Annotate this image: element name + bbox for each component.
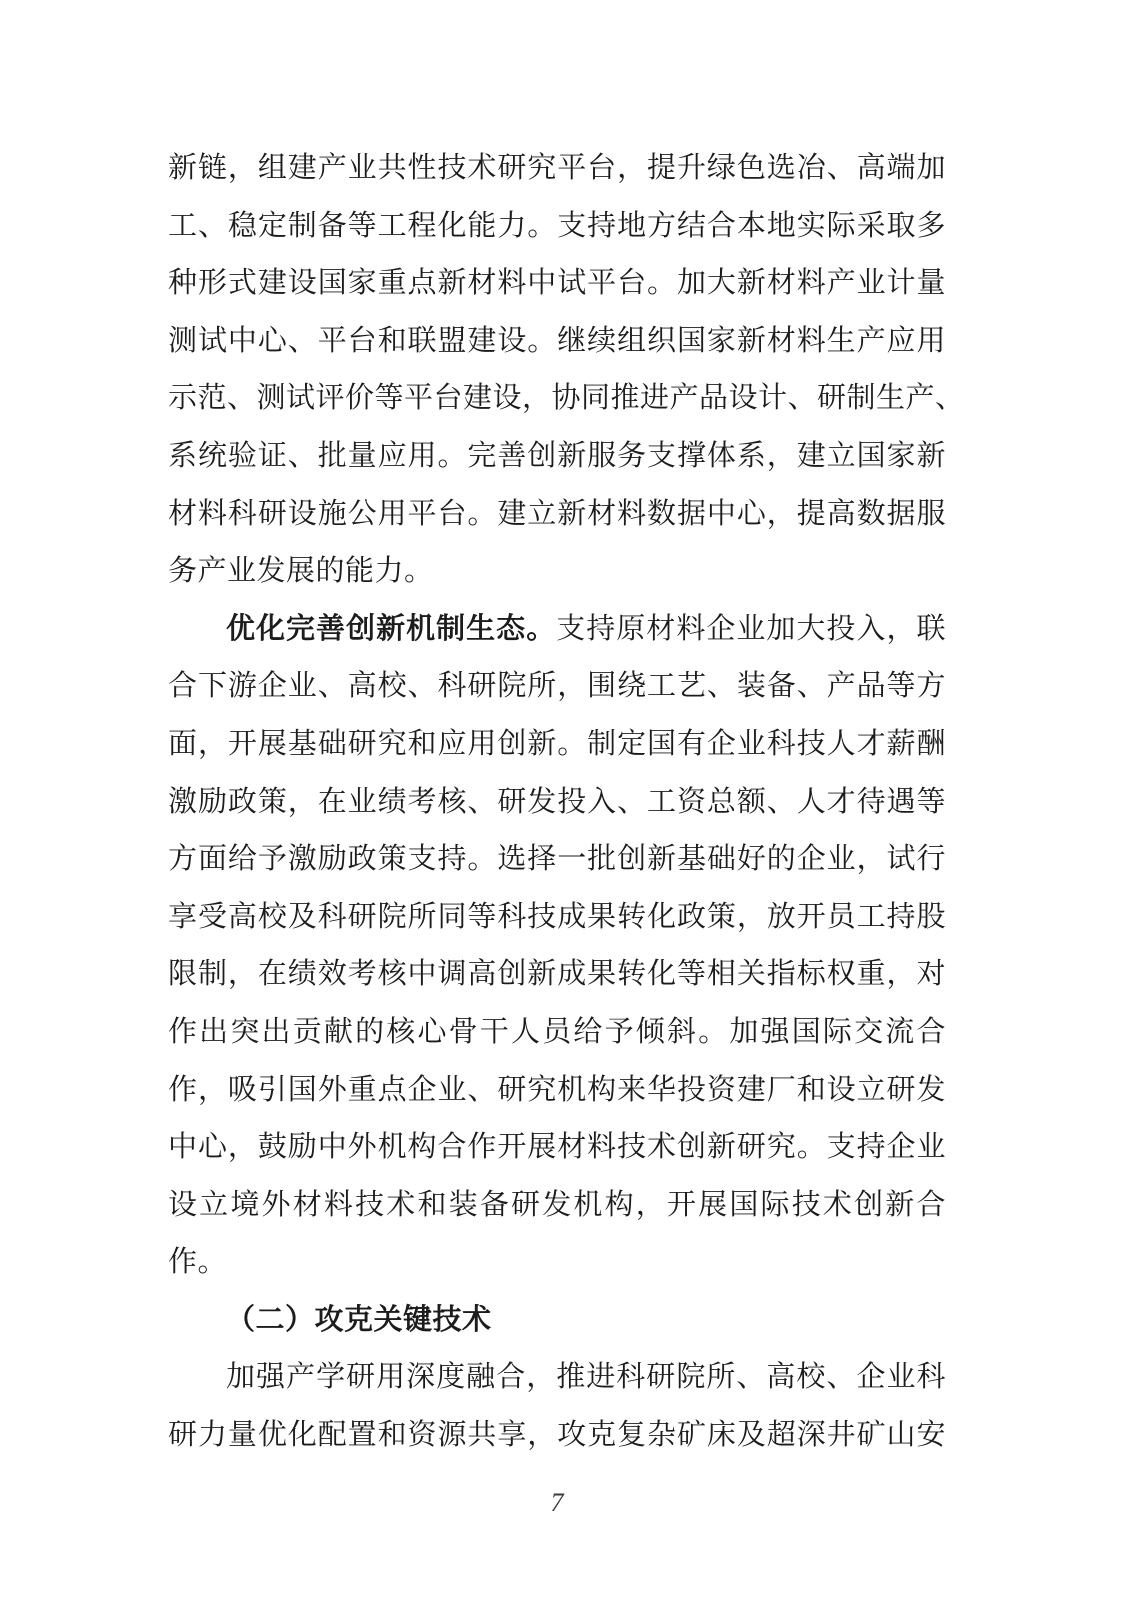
text-line: 加强产学研用深度融合，推进科研院所、高校、企业科 (226, 1361, 946, 1394)
text-line: 新链，组建产业共性技术研究平台，提升绿色选冶、高端加 (168, 152, 946, 184)
paragraph-2 (168, 601, 946, 1292)
section-heading: （二）攻克关键技术 (226, 1303, 492, 1336)
text-line: 限制，在绩效考核中调高创新成果转化等相关指标权重，对 (168, 958, 946, 991)
text-line: 研力量优化配置和资源共享，攻克复杂矿床及超深井矿山安 (168, 1419, 946, 1452)
page-number: 7 (550, 1488, 564, 1517)
text-line: 中心，鼓励中外机构合作开展材料技术创新研究。支持企业 (168, 1131, 946, 1164)
text-line (168, 601, 946, 659)
text-line: 方面给予激励政策支持。选择一批创新基础好的企业，试行 (168, 843, 946, 876)
text-line: 作。 (168, 1246, 228, 1279)
text-line: 合下游企业、高校、科研院所，围绕工艺、装备、产品等方 (168, 670, 946, 703)
text-line: 享受高校及科研院所同等科技成果转化政策，放开员工持股 (168, 900, 946, 933)
text-line: 设立境外材料技术和装备研发机构，开展国际技术创新合 (168, 1188, 946, 1221)
text-line: 作，吸引国外重点企业、研究机构来华投资建厂和设立研发 (168, 1073, 946, 1106)
text-line: 种形式建设国家重点新材料中试平台。加大新材料产业计量 (168, 267, 946, 300)
paragraph-1 (168, 140, 965, 601)
text-line: 作出突出贡献的核心骨干人员给予倾斜。加强国际交流合 (168, 1015, 946, 1048)
text-block (168, 140, 965, 1465)
text-line: 示范、测试评价等平台建设，协同推进产品设计、研制生产、 (168, 382, 965, 415)
paragraph-lead-rest: 支持原材料企业加大投入，联 (556, 612, 946, 645)
text-line: 务产业发展的能力。 (168, 555, 434, 588)
paragraph-3 (168, 1349, 946, 1464)
text-line: 工、稳定制备等工程化能力。支持地方结合本地实际采取多 (168, 209, 946, 242)
text-line: 测试中心、平台和联盟建设。继续组织国家新材料生产应用 (168, 324, 946, 357)
text-line: 系统验证、批量应用。完善创新服务支撑体系，建立国家新 (168, 439, 946, 472)
text-line: 面，开展基础研究和应用创新。制定国有企业科技人才薪酬 (168, 727, 946, 760)
text-line: 激励政策，在业绩考核、研发投入、工资总额、人才待遇等 (168, 785, 946, 818)
text-line: 材料科研设施公用平台。建立新材料数据中心，提高数据服 (168, 497, 946, 530)
paragraph-lead-bold: 优化完善创新机制生态。 (226, 612, 557, 645)
